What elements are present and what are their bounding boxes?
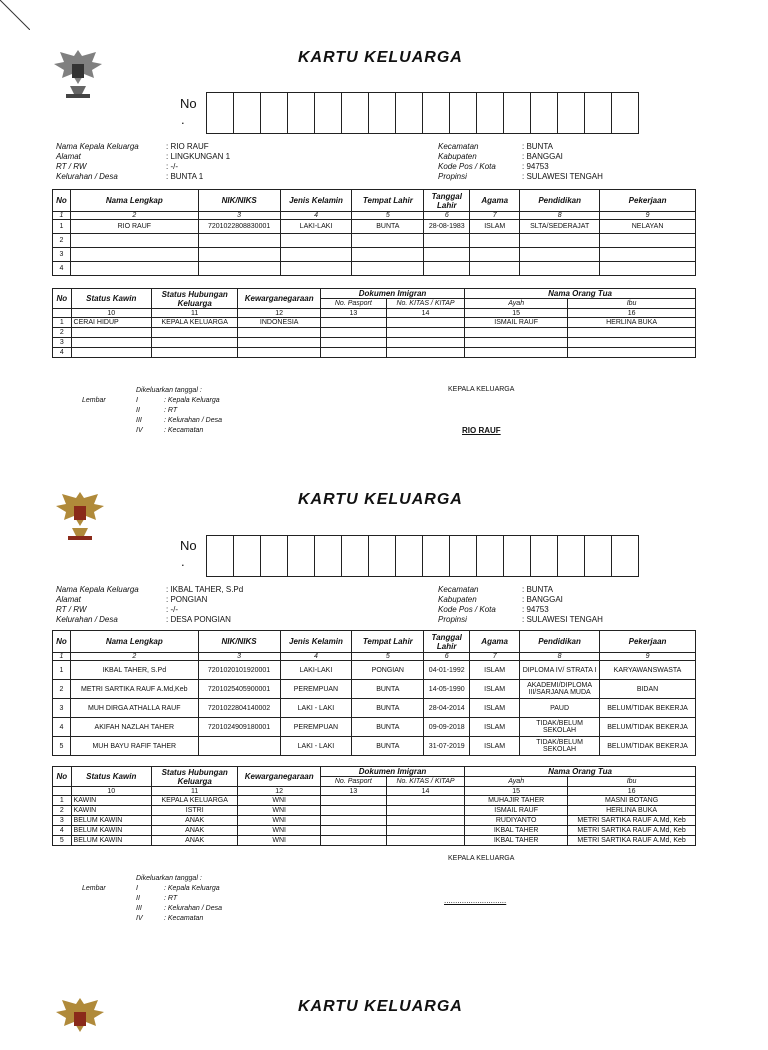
th-tanggal: Tanggal Lahir — [424, 190, 470, 212]
idx-cell: 7 — [470, 212, 520, 220]
no-label: No — [180, 538, 197, 553]
th-dokumen: Dokumen Imigran — [320, 289, 464, 299]
idx-cell: 14 — [386, 787, 464, 796]
th-no: No — [53, 190, 71, 212]
cell: WNI — [238, 826, 320, 836]
value-nama-kepala: : RIO RAUF — [166, 142, 209, 151]
cell: BUNTA — [352, 699, 424, 718]
lembar-num: IV — [136, 427, 143, 434]
label-rtrw: RT / RW — [56, 162, 87, 171]
garuda-emblem-icon — [54, 992, 106, 1050]
th-agama: Agama — [470, 631, 520, 653]
cell: BIDAN — [600, 680, 696, 699]
label-rtrw: RT / RW — [56, 605, 87, 614]
lembar-text: : RT — [164, 407, 178, 414]
cell: 7201024909180001 — [198, 718, 280, 737]
cell: KAWIN — [71, 806, 151, 816]
th-pendidikan: Pendidikan — [520, 190, 600, 212]
cell: BELUM/TIDAK BEKERJA — [600, 737, 696, 756]
idx-cell: 8 — [520, 653, 600, 661]
idx-cell: 3 — [198, 212, 280, 220]
idx-cell: 16 — [568, 787, 696, 796]
th-pekerjaan: Pekerjaan — [600, 190, 696, 212]
cell: 4 — [53, 826, 72, 836]
no-label: No — [180, 96, 197, 111]
cell: INDONESIA — [238, 318, 320, 328]
signer-name: RIO RAUF — [462, 426, 501, 435]
th-kewarganegaraan: Kewarganegaraan — [238, 767, 320, 787]
th-tempat: Tempat Lahir — [352, 190, 424, 212]
idx-cell: 11 — [151, 787, 238, 796]
table-row — [53, 338, 696, 348]
label-kecamatan: Kecamatan — [438, 585, 479, 594]
cell: ISLAM — [470, 680, 520, 699]
idx-cell: 3 — [198, 653, 280, 661]
cell: BELUM KAWIN — [71, 816, 151, 826]
issued-date-label: Dikeluarkan tanggal : — [136, 387, 202, 394]
label-nama-kepala: Nama Kepala Keluarga — [56, 142, 139, 151]
cell: ISLAM — [470, 220, 520, 234]
idx-cell: 9 — [600, 212, 696, 220]
value-kabupaten: : BANGGAI — [522, 152, 563, 161]
th-agama: Agama — [470, 190, 520, 212]
cell: METRI SARTIKA RAUF A.Md,Keb — [70, 680, 198, 699]
cell: 2 — [53, 680, 71, 699]
cell: 7201022808830001 — [198, 220, 280, 234]
cell: RIO RAUF — [70, 220, 198, 234]
cell: KEPALA KELUARGA — [151, 796, 238, 806]
lembar-num: III — [136, 417, 142, 424]
th-ayah: Ayah — [465, 777, 568, 787]
label-kecamatan: Kecamatan — [438, 142, 479, 151]
cell: ISMAIL RAUF — [465, 806, 568, 816]
label-kabupaten: Kabupaten — [438, 595, 477, 604]
th-paspor: No. Pasport — [320, 777, 386, 787]
th-kitas: No. KITAS / KITAP — [386, 299, 464, 309]
lembar-label: Lembar — [82, 397, 106, 404]
cell: TIDAK/BELUM SEKOLAH — [520, 718, 600, 737]
cell: 7201025405900001 — [198, 680, 280, 699]
idx-cell: 6 — [424, 212, 470, 220]
label-alamat: Alamat — [56, 595, 81, 604]
cell: 2 — [53, 806, 72, 816]
cell: BUNTA — [352, 718, 424, 737]
card-title: KARTU KELUARGA — [298, 491, 463, 508]
lembar-text: : Kecamatan — [164, 427, 204, 434]
cell: ANAK — [151, 836, 238, 846]
table-row — [53, 737, 696, 756]
cell: PEREMPUAN — [280, 718, 352, 737]
th-kewarganegaraan: Kewarganegaraan — [238, 289, 320, 309]
label-kelurahan: Kelurahan / Desa — [56, 615, 118, 624]
table-row — [53, 234, 696, 248]
table-row — [53, 806, 696, 816]
idx-cell: 9 — [600, 653, 696, 661]
idx-cell: 6 — [424, 653, 470, 661]
cell: ISLAM — [470, 718, 520, 737]
cell: AKADEMI/DIPLOMA III/SARJANA MUDA — [520, 680, 600, 699]
idx-cell: 1 — [53, 212, 71, 220]
cell: ISLAM — [470, 661, 520, 680]
cell: ISLAM — [470, 737, 520, 756]
members-table-1 — [52, 189, 696, 276]
cell: BUNTA — [352, 680, 424, 699]
cell: ISTRI — [151, 806, 238, 816]
garuda-emblem-icon — [52, 44, 104, 102]
th-paspor: No. Pasport — [320, 299, 386, 309]
value-kodepos: : 94753 — [522, 605, 549, 614]
cell: BELUM/TIDAK BEKERJA — [600, 718, 696, 737]
cell: 3 — [53, 699, 71, 718]
cell: MUH DIRGA ATHALLA RAUF — [70, 699, 198, 718]
label-propinsi: Propinsi — [438, 172, 467, 181]
th-tanggal: Tanggal Lahir — [424, 631, 470, 653]
cell: MASNI BOTANG — [568, 796, 696, 806]
no-dot: . — [181, 554, 185, 569]
cell: WNI — [238, 816, 320, 826]
cell: 2 — [53, 234, 71, 248]
corner-line — [0, 0, 30, 30]
cell: AKIFAH NAZLAH TAHER — [70, 718, 198, 737]
lembar-text: : Kelurahan / Desa — [164, 417, 222, 424]
th-hubungan: Status Hubungan Keluarga — [151, 289, 238, 309]
th-ibu: Ibu — [568, 299, 696, 309]
lembar-text: : RT — [164, 895, 178, 902]
cell: WNI — [238, 796, 320, 806]
head-info-right — [438, 585, 603, 625]
cell: HERLINA BUKA — [568, 806, 696, 816]
label-kodepos: Kode Pos / Kota — [438, 605, 496, 614]
cell: LAKI-LAKI — [280, 220, 352, 234]
cell: 7201022804140002 — [198, 699, 280, 718]
idx-cell: 4 — [280, 653, 352, 661]
idx-cell: 13 — [320, 309, 386, 318]
cell: METRI SARTIKA RAUF A.Md, Keb — [568, 816, 696, 826]
cell: SLTA/SEDERAJAT — [520, 220, 600, 234]
th-ibu: Ibu — [568, 777, 696, 787]
cell: BUNTA — [352, 220, 424, 234]
th-nama: Nama Lengkap — [70, 190, 198, 212]
cell: ANAK — [151, 816, 238, 826]
cell: 5 — [53, 737, 71, 756]
head-info-right — [438, 142, 603, 182]
th-no: No — [53, 289, 72, 309]
idx-cell: 12 — [238, 787, 320, 796]
cell: WNI — [238, 806, 320, 816]
table-row — [53, 262, 696, 276]
label-propinsi: Propinsi — [438, 615, 467, 624]
table-row — [53, 680, 696, 699]
cell: BELUM KAWIN — [71, 826, 151, 836]
lembar-text: : Kelurahan / Desa — [164, 905, 222, 912]
table-row — [53, 826, 696, 836]
idx-cell: 4 — [280, 212, 352, 220]
idx-cell: 16 — [568, 309, 696, 318]
status-table-2 — [52, 766, 696, 846]
th-kitas: No. KITAS / KITAP — [386, 777, 464, 787]
lembar-num: II — [136, 895, 140, 902]
cell: METRI SARTIKA RAUF A.Md, Keb — [568, 836, 696, 846]
cell: 3 — [53, 248, 71, 262]
table-row — [53, 718, 696, 737]
cell: 31-07-2019 — [424, 737, 470, 756]
lembar-num: IV — [136, 915, 143, 922]
value-rtrw: : -/- — [166, 605, 178, 614]
no-dot: . — [181, 112, 185, 127]
idx-cell: 1 — [53, 653, 71, 661]
idx-cell: 12 — [238, 309, 320, 318]
cell: 1 — [53, 796, 72, 806]
table-row — [53, 836, 696, 846]
cell: TIDAK/BELUM SEKOLAH — [520, 737, 600, 756]
lembar-num: I — [136, 885, 138, 892]
table-row — [53, 248, 696, 262]
label-kabupaten: Kabupaten — [438, 152, 477, 161]
cell: 1 — [53, 318, 72, 328]
cell: 4 — [53, 262, 71, 276]
cell: METRI SARTIKA RAUF A.Md, Keb — [568, 826, 696, 836]
th-orangtua: Nama Orang Tua — [465, 767, 696, 777]
signer-name: ............................ — [444, 896, 507, 905]
cell: 5 — [53, 836, 72, 846]
value-kelurahan: : BUNTA 1 — [166, 172, 204, 181]
idx-cell: 2 — [70, 212, 198, 220]
idx-cell: 5 — [352, 653, 424, 661]
cell: RUDIYANTO — [465, 816, 568, 826]
value-propinsi: : SULAWESI TENGAH — [522, 615, 603, 624]
table-row — [53, 348, 696, 358]
lembar-num: II — [136, 407, 140, 414]
value-alamat: : PONGIAN — [166, 595, 208, 604]
value-nama-kepala: : IKBAL TAHER, S.Pd — [166, 585, 244, 594]
th-no: No — [53, 631, 71, 653]
cell: 28-04-2014 — [424, 699, 470, 718]
cell: KEPALA KELUARGA — [151, 318, 238, 328]
cell — [198, 737, 280, 756]
kk-number-boxes — [206, 535, 639, 577]
cell: 28-08-1983 — [424, 220, 470, 234]
cell: 1 — [53, 220, 71, 234]
lembar-list — [136, 396, 222, 436]
idx-cell: 11 — [151, 309, 238, 318]
th-nik: NIK/NIKS — [198, 190, 280, 212]
members-table-2 — [52, 630, 696, 756]
th-status-kawin: Status Kawin — [71, 289, 151, 309]
th-jk: Jenis Kelamin — [280, 631, 352, 653]
lembar-label: Lembar — [82, 885, 106, 892]
value-kelurahan: : DESA PONGIAN — [166, 615, 231, 624]
lembar-text: : Kecamatan — [164, 915, 204, 922]
cell: 1 — [53, 661, 71, 680]
lembar-list — [136, 884, 222, 924]
value-kecamatan: : BUNTA — [522, 142, 553, 151]
th-nama: Nama Lengkap — [70, 631, 198, 653]
lembar-num: I — [136, 397, 138, 404]
idx-cell: 8 — [520, 212, 600, 220]
cell: 3 — [53, 338, 72, 348]
idx-cell: 13 — [320, 787, 386, 796]
table-row — [53, 328, 696, 338]
lembar-num: III — [136, 905, 142, 912]
cell: LAKI - LAKI — [280, 699, 352, 718]
cell: 09-09-2018 — [424, 718, 470, 737]
status-table-1 — [52, 288, 696, 358]
issued-date-label: Dikeluarkan tanggal : — [136, 875, 202, 882]
th-status-kawin: Status Kawin — [71, 767, 151, 787]
table-row — [53, 661, 696, 680]
idx-cell: 7 — [470, 653, 520, 661]
cell: ISLAM — [470, 699, 520, 718]
lembar-text: : Kepala Keluarga — [164, 397, 220, 404]
idx-cell: 10 — [71, 309, 151, 318]
th-tempat: Tempat Lahir — [352, 631, 424, 653]
idx-cell: 5 — [352, 212, 424, 220]
table-row — [53, 816, 696, 826]
cell: PAUD — [520, 699, 600, 718]
value-kabupaten: : BANGGAI — [522, 595, 563, 604]
value-kecamatan: : BUNTA — [522, 585, 553, 594]
head-info-left — [56, 585, 243, 625]
cell: BELUM/TIDAK BEKERJA — [600, 699, 696, 718]
cell: BELUM KAWIN — [71, 836, 151, 846]
lembar-text: : Kepala Keluarga — [164, 885, 220, 892]
cell: PONGIAN — [352, 661, 424, 680]
cell: KARYAWANSWASTA — [600, 661, 696, 680]
th-orangtua: Nama Orang Tua — [465, 289, 696, 299]
th-dokumen: Dokumen Imigran — [320, 767, 464, 777]
th-no: No — [53, 767, 72, 787]
cell: MUH BAYU RAFIF TAHER — [70, 737, 198, 756]
th-pekerjaan: Pekerjaan — [600, 631, 696, 653]
cell: 4 — [53, 718, 71, 737]
cell: 14-05-1990 — [424, 680, 470, 699]
cell: ISMAIL RAUF — [465, 318, 568, 328]
table-row — [53, 220, 696, 234]
garuda-emblem-icon — [54, 486, 106, 544]
idx-cell: 15 — [465, 309, 568, 318]
cell: IKBAL TAHER, S.Pd — [70, 661, 198, 680]
card-title: KARTU KELUARGA — [298, 998, 463, 1015]
cell: ANAK — [151, 826, 238, 836]
cell: PEREMPUAN — [280, 680, 352, 699]
cell: 4 — [53, 348, 72, 358]
cell: 7201020101920001 — [198, 661, 280, 680]
idx-cell: 14 — [386, 309, 464, 318]
card-title: KARTU KELUARGA — [298, 49, 463, 66]
value-kodepos: : 94753 — [522, 162, 549, 171]
cell: BUNTA — [352, 737, 424, 756]
table-row — [53, 699, 696, 718]
head-info-left — [56, 142, 230, 182]
cell: NELAYAN — [600, 220, 696, 234]
value-rtrw: : -/- — [166, 162, 178, 171]
idx-cell: 15 — [465, 787, 568, 796]
cell: LAKI - LAKI — [280, 737, 352, 756]
th-nik: NIK/NIKS — [198, 631, 280, 653]
cell: DIPLOMA IV/ STRATA I — [520, 661, 600, 680]
th-hubungan: Status Hubungan Keluarga — [151, 767, 238, 787]
label-kodepos: Kode Pos / Kota — [438, 162, 496, 171]
idx-cell: 10 — [71, 787, 151, 796]
label-alamat: Alamat — [56, 152, 81, 161]
th-pendidikan: Pendidikan — [520, 631, 600, 653]
cell: 3 — [53, 816, 72, 826]
cell: 2 — [53, 328, 72, 338]
cell: LAKI-LAKI — [280, 661, 352, 680]
cell: WNI — [238, 836, 320, 846]
cell: MUHAJIR TAHER — [465, 796, 568, 806]
kepala-keluarga-label: KEPALA KELUARGA — [448, 386, 515, 393]
cell: IKBAL TAHER — [465, 836, 568, 846]
cell: KAWIN — [71, 796, 151, 806]
label-kelurahan: Kelurahan / Desa — [56, 172, 118, 181]
cell: HERLINA BUKA — [568, 318, 696, 328]
kk-number-boxes — [206, 92, 639, 134]
th-ayah: Ayah — [465, 299, 568, 309]
idx-cell: 2 — [70, 653, 198, 661]
value-alamat: : LINGKUNGAN 1 — [166, 152, 231, 161]
table-row — [53, 318, 696, 328]
cell: 04-01-1992 — [424, 661, 470, 680]
kepala-keluarga-label: KEPALA KELUARGA — [448, 855, 515, 862]
value-propinsi: : SULAWESI TENGAH — [522, 172, 603, 181]
th-jk: Jenis Kelamin — [280, 190, 352, 212]
label-nama-kepala: Nama Kepala Keluarga — [56, 585, 139, 594]
cell: CERAI HIDUP — [71, 318, 151, 328]
cell: IKBAL TAHER — [465, 826, 568, 836]
table-row — [53, 796, 696, 806]
